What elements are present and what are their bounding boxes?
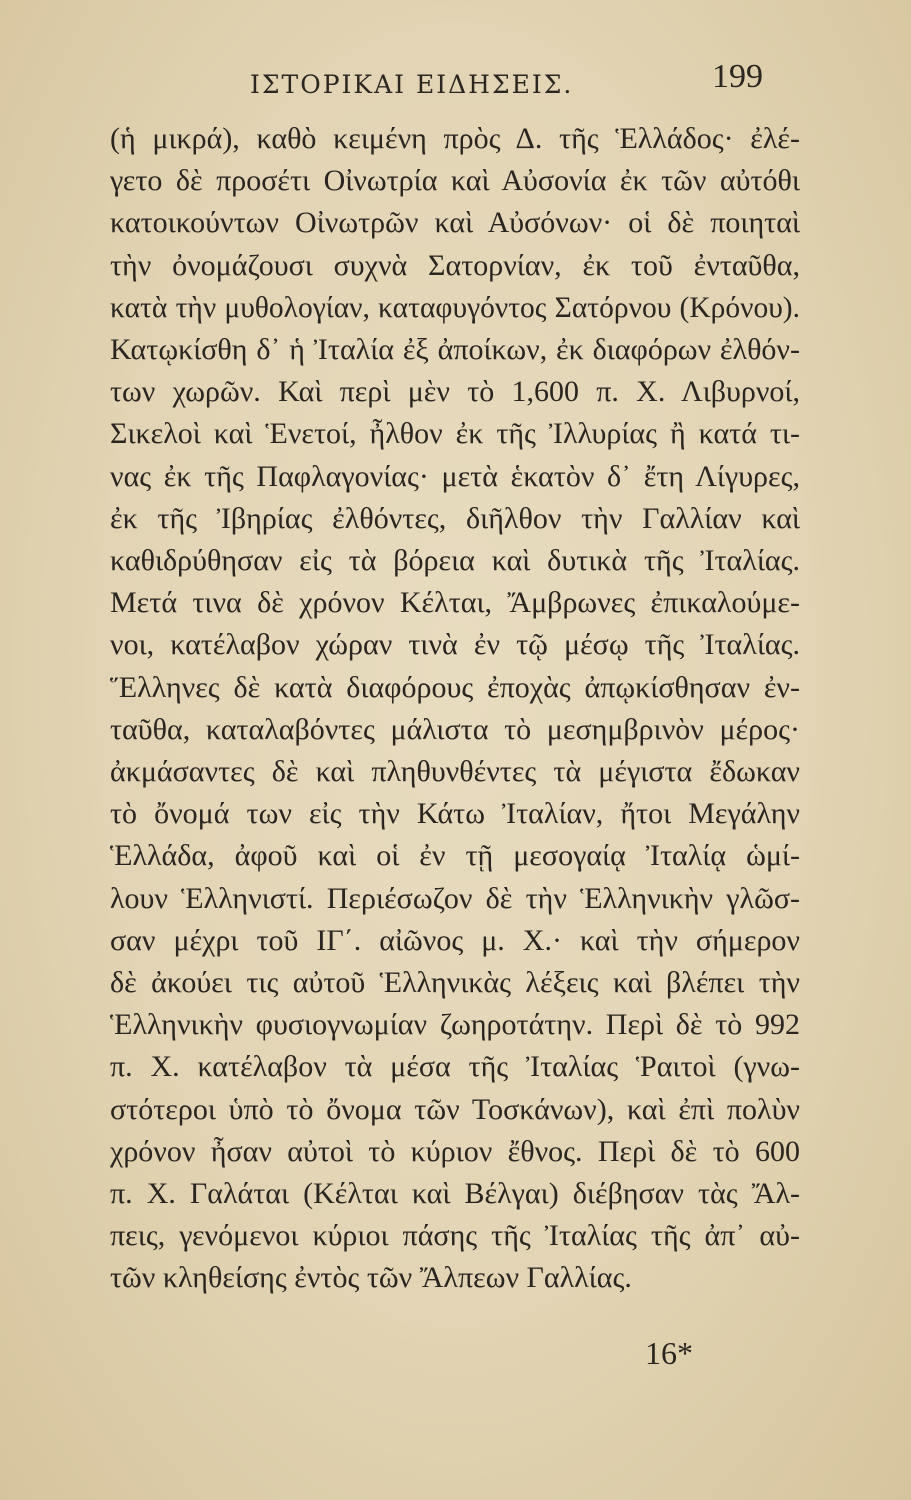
text-line: Κατῳκίσθη δ᾽ ἡ Ἰταλία ἐξ ἀποίκων, ἐκ διαφόρων ἐλθόν- — [110, 333, 800, 367]
text-line: κατοικούντων Οἰνωτρῶν καὶ Αὐσόνων· οἱ δὲ ποιηταὶ — [110, 206, 800, 240]
text-line: ἐκ τῆς Ἰβηρίας ἐλθόντες, διῆλθον τὴν Γαλλίαν καὶ — [110, 501, 800, 535]
text-line: Μετά τινα δὲ χρόνον Κέλται, Ἄμβρωνες ἐπικαλούμε- — [110, 586, 800, 620]
text-line: τῶν κληθείσης ἐντὸς τῶν Ἄλπεων Γαλλίας. — [110, 1261, 632, 1295]
running-title: ΙΣΤΟΡΙΚΑΙ ΕΙΔΗΣΕΙΣ. — [250, 70, 574, 99]
text-line: χρόνον ἦσαν αὐτοὶ τὸ κύριον ἔθνος. Περὶ δὲ τὸ 600 — [110, 1134, 800, 1168]
text-line: πεις, γενόμενοι κύριοι πάσης τῆς Ἰταλίας τῆς ἀπ᾽ αὐ- — [110, 1219, 800, 1253]
text-line: των χωρῶν. Καὶ περὶ μὲν τὸ 1,600 π. Χ. Λιβυρνοί, — [110, 375, 800, 409]
text-line: Σικελοὶ καὶ Ἑνετοί, ἦλθον ἐκ τῆς Ἰλλυρίας ἢ κατά τι- — [110, 417, 800, 451]
signature-mark: 16* — [645, 1335, 693, 1371]
body-text — [110, 118, 800, 1300]
text-line: Ἑλληνικὴν φυσιογνωμίαν ζωηροτάτην. Περὶ δὲ τὸ 992 — [110, 1008, 800, 1042]
page-number: 199 — [712, 58, 763, 95]
text-line: γετο δὲ προσέτι Οἰνωτρία καὶ Αὐσονία ἐκ τῶν αὐτόθι — [110, 164, 800, 198]
text-line: π. Χ. κατέλαβον τὰ μέσα τῆς Ἰταλίας Ῥαιτοὶ (γνω- — [110, 1050, 800, 1084]
text-line: δὲ ἀκούει τις αὐτοῦ Ἑλληνικὰς λέξεις καὶ βλέπει τὴν — [110, 966, 800, 1000]
text-line: τὸ ὄνομά των εἰς τὴν Κάτω Ἰταλίαν, ἤτοι Μεγάλην — [110, 797, 800, 831]
text-line: τὴν ὀνομάζουσι συχνὰ Σατορνίαν, ἐκ τοῦ ἐνταῦθα, — [110, 248, 800, 282]
text-line: (ἡ μικρά), καθὸ κειμένη πρὸς Δ. τῆς Ἑλλάδος· ἐλέ- — [110, 122, 800, 155]
text-line: νοι, κατέλαβον χώραν τινὰ ἐν τῷ μέσῳ τῆς Ἰταλίας. — [110, 628, 800, 662]
text-line: κατὰ τὴν μυθολογίαν, καταφυγόντος Σατόρνου (Κρόνου). — [110, 291, 800, 324]
text-line: στότεροι ὑπὸ τὸ ὄνομα τῶν Τοσκάνων), καὶ ἐπὶ πολὺν — [110, 1092, 800, 1126]
page-header — [0, 58, 911, 108]
text-line: νας ἐκ τῆς Παφλαγονίας· μετὰ ἑκατὸν δ᾽ ἔτη Λίγυρες, — [110, 459, 800, 493]
text-line: σαν μέχρι τοῦ ΙΓ΄. αἰῶνος μ. Χ.· καὶ τὴν σήμερον — [110, 923, 800, 957]
text-line: καθιδρύθησαν εἰς τὰ βόρεια καὶ δυτικὰ τῆς Ἰταλίας. — [110, 544, 800, 578]
text-line: λουν Ἑλληνιστί. Περιέσωζον δὲ τὴν Ἑλληνικὴν γλῶσ- — [110, 881, 800, 915]
text-line: Ἕλληνες δὲ κατὰ διαφόρους ἐποχὰς ἀπῳκίσθησαν ἐν- — [110, 670, 800, 704]
text-line: ταῦθα, καταλαβόντες μάλιστα τὸ μεσημβρινὸν μέρος· — [110, 712, 800, 746]
text-line: Ἑλλάδα, ἀφοῦ καὶ οἱ ἐν τῇ μεσογαίᾳ Ἰταλίᾳ ὡμί- — [110, 839, 800, 873]
text-line: π. Χ. Γαλάται (Κέλται καὶ Βέλγαι) διέβησαν τὰς Ἄλ- — [110, 1177, 800, 1211]
text-line: ἀκμάσαντες δὲ καὶ πληθυνθέντες τὰ μέγιστα ἔδωκαν — [110, 755, 800, 789]
